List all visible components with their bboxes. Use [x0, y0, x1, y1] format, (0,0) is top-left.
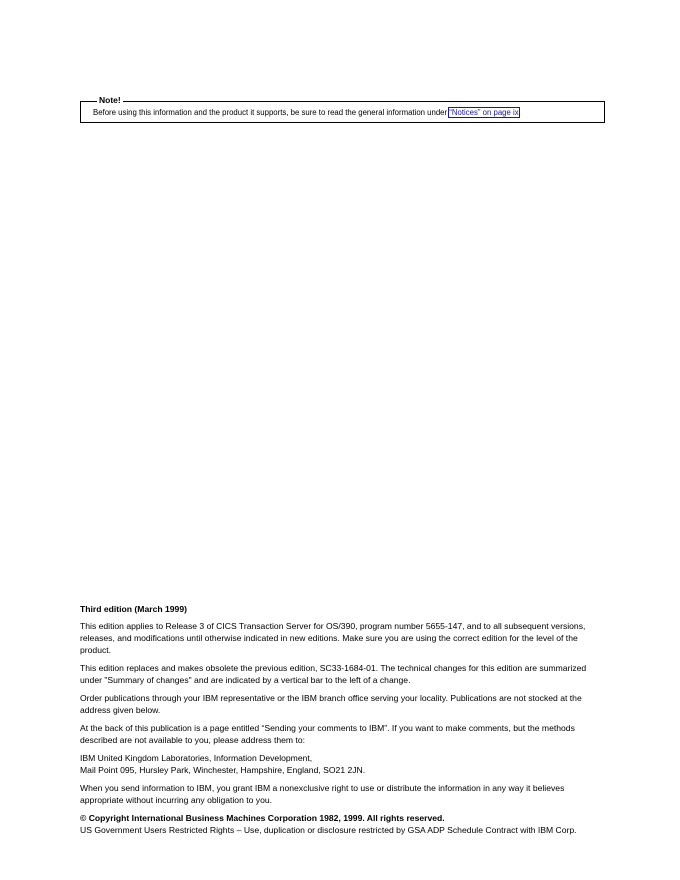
note-label: Note! — [99, 95, 121, 105]
note-text — [93, 107, 521, 118]
edition-applies-paragraph: This edition applies to Release 3 of CICS Transaction Server for OS/390, program number 5655-147, and to all subsequent versions, releases, and modifications until otherwise indicated in new editions. Make sure you are using the correct edition for the level of the product. — [80, 621, 586, 655]
address-line-2: Mail Point 095, Hursley Park, Winchester, Hampshire, England, SO21 2JN. — [80, 765, 366, 775]
address-line-1: IBM United Kingdom Laboratories, Information Development, — [80, 753, 313, 763]
note-box — [80, 95, 605, 123]
edition-notice — [80, 603, 605, 836]
edition-heading: Third edition (March 1999) — [80, 604, 187, 614]
edition-replaces-paragraph: This edition replaces and makes obsolete the previous edition, SC33-1684-01. The technical changes for this edition are summarized under "Summary of changes" and are indicated by a vertical bar to the left of a change. — [80, 663, 587, 685]
restricted-rights-notice: US Government Users Restricted Rights – Use, duplication or disclosure restricted by GSA ADP Schedule Contract with IBM Corp. — [80, 825, 577, 835]
note-text-end: . — [518, 108, 521, 117]
copyright-notice: © Copyright International Business Machines Corporation 1982, 1999. All rights reserved. — [80, 813, 445, 823]
note-text-body: Before using this information and the product it supports, be sure to read the general information under — [93, 108, 450, 117]
grant-rights-paragraph: When you send information to IBM, you grant IBM a nonexclusive right to use or distribute the information in any way it believes appropriate without incurring any obligation to you. — [80, 783, 565, 805]
notices-link[interactable]: “Notices” on page ix — [449, 108, 519, 117]
comments-paragraph: At the back of this publication is a page entitled “Sending your comments to IBM”. If you want to make comments, but the methods described are not available to you, please address them to: — [80, 723, 575, 745]
order-publications-paragraph: Order publications through your IBM representative or the IBM branch office serving your locality. Publications are not stocked at the address given below. — [80, 693, 582, 715]
mailing-address — [80, 752, 605, 776]
